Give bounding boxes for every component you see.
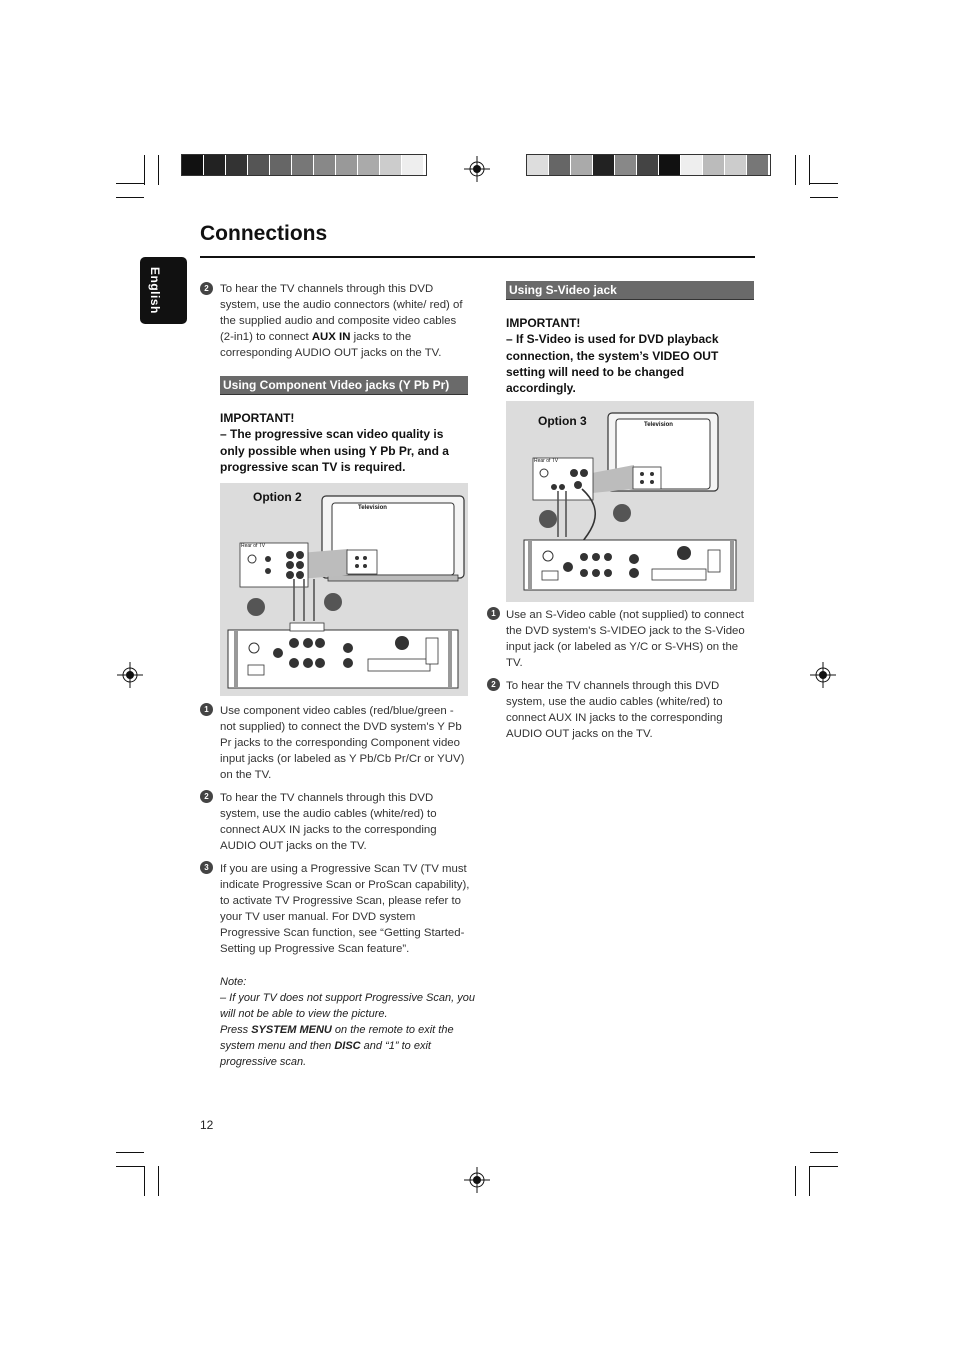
component-important-text: – The progressive scan video quality is only possible when using Y Pb Pr, and a progressive scan TV is required. [220,427,449,474]
note-label: Note: [220,976,247,988]
component-important-label: IMPORTANT! [220,411,295,425]
note-line-1: – If your TV does not support Progressive Scan, you will not be able to view the picture. [220,992,475,1020]
crop-mark-br-v2 [795,1166,796,1196]
crop-mark-tr-h2 [810,197,838,198]
figure-option-2 [220,483,468,696]
crop-mark-bl-v [144,1166,145,1196]
calibration-bar-right [526,154,771,176]
figure-option-3-rear-label: Rear of TV [534,458,559,464]
registration-mark-left-icon [117,662,143,688]
registration-mark-right-icon [810,662,836,688]
calibration-bar-left [181,154,427,176]
component-step-1-text: Use component video cables (red/blue/green - not supplied) to connect the DVD system's Y Pb Pr jacks to the corresponding Component video input jacks (or labeled as Y Pb/Cb Pr/Cr or YUV) on the TV. [220,705,465,781]
component-important [220,410,468,475]
crop-mark-tl-h [116,183,144,184]
crop-mark-tl-v2 [158,155,159,185]
crop-mark-bl-v2 [158,1166,159,1196]
component-step-1-number: 1 [200,703,213,716]
svideo-important [506,315,754,396]
registration-mark-bottom-icon [464,1167,490,1193]
crop-mark-tr-h [810,183,838,184]
crop-mark-tl-v [144,155,145,185]
crop-mark-tr-v2 [795,155,796,185]
svideo-step-1-number: 1 [487,607,500,620]
note-line-2: Press SYSTEM MENU on the remote to exit the system menu and then DISC and “1” to exit progressive scan. [220,1024,454,1068]
component-step-2-number: 2 [200,790,213,803]
registration-mark-top-icon [464,156,490,182]
intro-step-number: 2 [200,282,213,295]
svideo-step-2-text: To hear the TV channels through this DVD system, use the audio cables (white/red) to connect AUX IN jacks to the corresponding AUDIO OUT jacks on the TV. [506,680,723,740]
component-section-heading: Using Component Video jacks (Y Pb Pr) [220,376,468,395]
language-tab [140,257,187,324]
svideo-step-2-number: 2 [487,678,500,691]
figure-option-3-illustration [506,401,754,602]
svideo-section-heading: Using S-Video jack [506,281,754,300]
crop-mark-bl-h2 [116,1152,144,1153]
figure-option-3-label: Option 3 [538,414,587,428]
component-note [220,974,476,1070]
figure-option-2-rear-label: Rear of TV [241,543,266,549]
figure-option-3 [506,401,754,602]
component-step-3-text: If you are using a Progressive Scan TV (TV must indicate Progressive Scan or ProScan capability), to activate TV Progressive Scan, please refer to your TV user manual. For DVD system Progressive Scan function, see “Getting Started- Setting up Progressive Scan feature”. [220,863,470,955]
crop-mark-br-v [809,1166,810,1196]
figure-option-3-tv-label: Television [644,422,673,428]
title-rule [200,256,755,258]
language-tab-label: English [148,267,162,314]
svideo-step-1-text: Use an S-Video cable (not supplied) to connect the DVD system's S-VIDEO jack to the S-Video input jack (or labeled as Y/C or S-VHS) on the TV. [506,609,745,669]
crop-mark-tl-h2 [116,197,144,198]
figure-option-2-illustration [220,483,468,696]
component-step-3-number: 3 [200,861,213,874]
crop-mark-br-h [810,1166,838,1167]
page-number: 12 [200,1118,214,1132]
figure-option-2-tv-label: Television [358,505,387,511]
crop-mark-br-h2 [810,1152,838,1153]
svideo-important-text: – If S-Video is used for DVD playback connection, the system’s VIDEO OUT setting will need to be changed accordingly. [506,332,719,396]
page-title: Connections [200,222,328,245]
crop-mark-bl-h [116,1166,144,1167]
svideo-important-label: IMPORTANT! [506,316,581,330]
crop-mark-tr-v [809,155,810,185]
intro-step-text: To hear the TV channels through this DVD system, use the audio connectors (white/ red) of the supplied audio and composite video cables (2-in1) to connect AUX IN jacks to the corresponding AUDIO OUT jacks on the TV. [220,283,463,359]
component-step-2-text: To hear the TV channels through this DVD system, use the audio cables (white/red) to connect AUX IN jacks to the corresponding AUDIO OUT jacks on the TV. [220,792,437,852]
figure-option-2-label: Option 2 [253,490,302,504]
